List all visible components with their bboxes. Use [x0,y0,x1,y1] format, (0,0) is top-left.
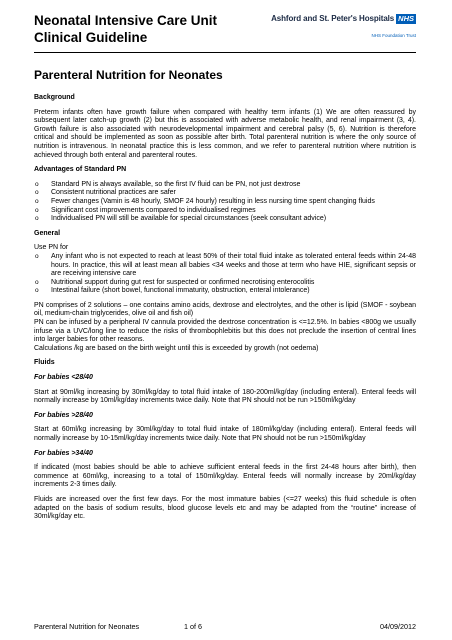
unit-title-line1: Neonatal Intensive Care Unit [34,13,218,28]
document-title: Parenteral Nutrition for Neonates [34,68,223,82]
hospital-logo [271,14,416,38]
footer-doc-name: Parenteral Nutrition for Neonates [34,622,140,631]
general-list [34,253,416,296]
list-item: o Nutritional support during gut rest for suspected or confirmed necrotising enterocolitis [34,279,416,288]
list-item: o Any infant who is not expected to reach at least 50% of their total fluid intake as tolerated enteral feeds within 24-48 hours. In practice, this will at least mean all babies <34 weeks and those at term who have HIE, significant sepsis or are receiving intensive care [34,253,416,279]
logo-subtitle: NHS Foundation Trust [371,33,416,38]
unit-title-line2: Clinical Guideline [34,30,148,45]
fluids-group-label: For babies >34/40 [34,449,93,457]
fluids-closing: Fluids are increased over the first few days. For the most immature babies (<=27 weeks) this fluid schedule is often adapted on the basis of sodium results, blood glucose levels etc and may be adapted from the “routine” increase of 30ml/kg/day etc. [34,495,416,521]
general-paragraph: PN comprises of 2 solutions – one contains amino acids, dextrose and electrolytes, and the other is lipid (SMOF - soybean oil, medium-chain triglycerides, olive oil and fish oil) PN can be infused by a peripheral IV cannula provided the dextrose concentration is <=12.5%. In babies <800g we usually infuse via a UVC/long line to reduce the risks of thrombophlebitis but this does not preclude the insertion of central lines into larger babies for other reasons. Calculations /kg are based on the birth weight until this is exceeded by growth (not oedema) [34,301,416,352]
background-text: Preterm infants often have growth failure when compared with healthy term infants (1) We are often reassured by subsequent later catch-up growth (2) but this is associated with adverse metabolic health, and renal impairment (3, 4). Growth failure is also associated with neurodevelopmental impairment and cerebral palsy (5, 6). Nutrition is therefore critical and should be implemented as soon as possible after birth. Total parenteral nutrition is where the only source of nutrition is intravenous. In neonatal practice this is less common, and we refer to parenteral nutrition where nutrition is achieved through both enteral and parenteral routes. [34,108,416,159]
fluids-group-label: For babies <28/40 [34,374,93,382]
header-divider [34,52,416,53]
advantages-list [34,181,416,224]
logo-text: Ashford and St. Peter's Hospitals [271,14,395,23]
list-item: o Fewer changes (Vamin is 48 hourly, SMOF 24 hourly) resulting in less nursing time spent changing fluids [34,198,416,207]
list-item: o Consistent nutritional practices are safer [34,189,416,198]
list-item: o Significant cost improvements compared to individualised regimes [34,207,416,216]
background-heading: Background [34,94,75,101]
footer-page-number: 1 of 6 [184,622,202,631]
fluids-group-text: Start at 90ml/kg increasing by 30ml/kg/day to total fluid intake of 180-200ml/kg/day (including enteral). Enteral feeds will normally increase by 10ml/kg/day increments twice daily. Note that PN should not be run >150ml/kg/day [34,388,416,405]
fluids-group-text: Start at 60ml/kg increasing by 30ml/kg/day to total fluid intake of 180ml/kg/day (including enteral). Enteral feeds will normally increase by 10-15ml/kg/day increments twice daily. Note that PN should not be run >150ml/kg/day [34,426,416,442]
general-intro: Use PN for [34,244,69,252]
general-heading: General [34,229,61,237]
fluids-group-text: If indicated (most babies should be able to achieve sufficient enteral feeds in the first 24-48 hours after birth), then commence at 60ml/kg, increasing to a total of 150ml/kg/day. Enteral feeds will normally increase by 20ml/kg/day increments 2-3 times daily. [34,464,416,489]
list-item: o Standard PN is always available, so the first IV fluid can be PN, not just dextrose [34,181,416,190]
footer-date: 04/09/2012 [380,622,416,631]
list-item: o Individualised PN will still be available for special circumstances (seek consultant advice) [34,215,416,224]
advantages-heading: Advantages of Standard PN [34,166,127,174]
list-item: o Intestinal failure (short bowel, functional immaturity, obstruction, enteral intolerance) [34,287,416,296]
unit-title [34,12,217,46]
document-body [34,94,416,528]
nhs-badge: NHS [398,14,414,23]
fluids-heading: Fluids [34,359,55,367]
fluids-group-label: For babies >28/40 [34,411,93,419]
